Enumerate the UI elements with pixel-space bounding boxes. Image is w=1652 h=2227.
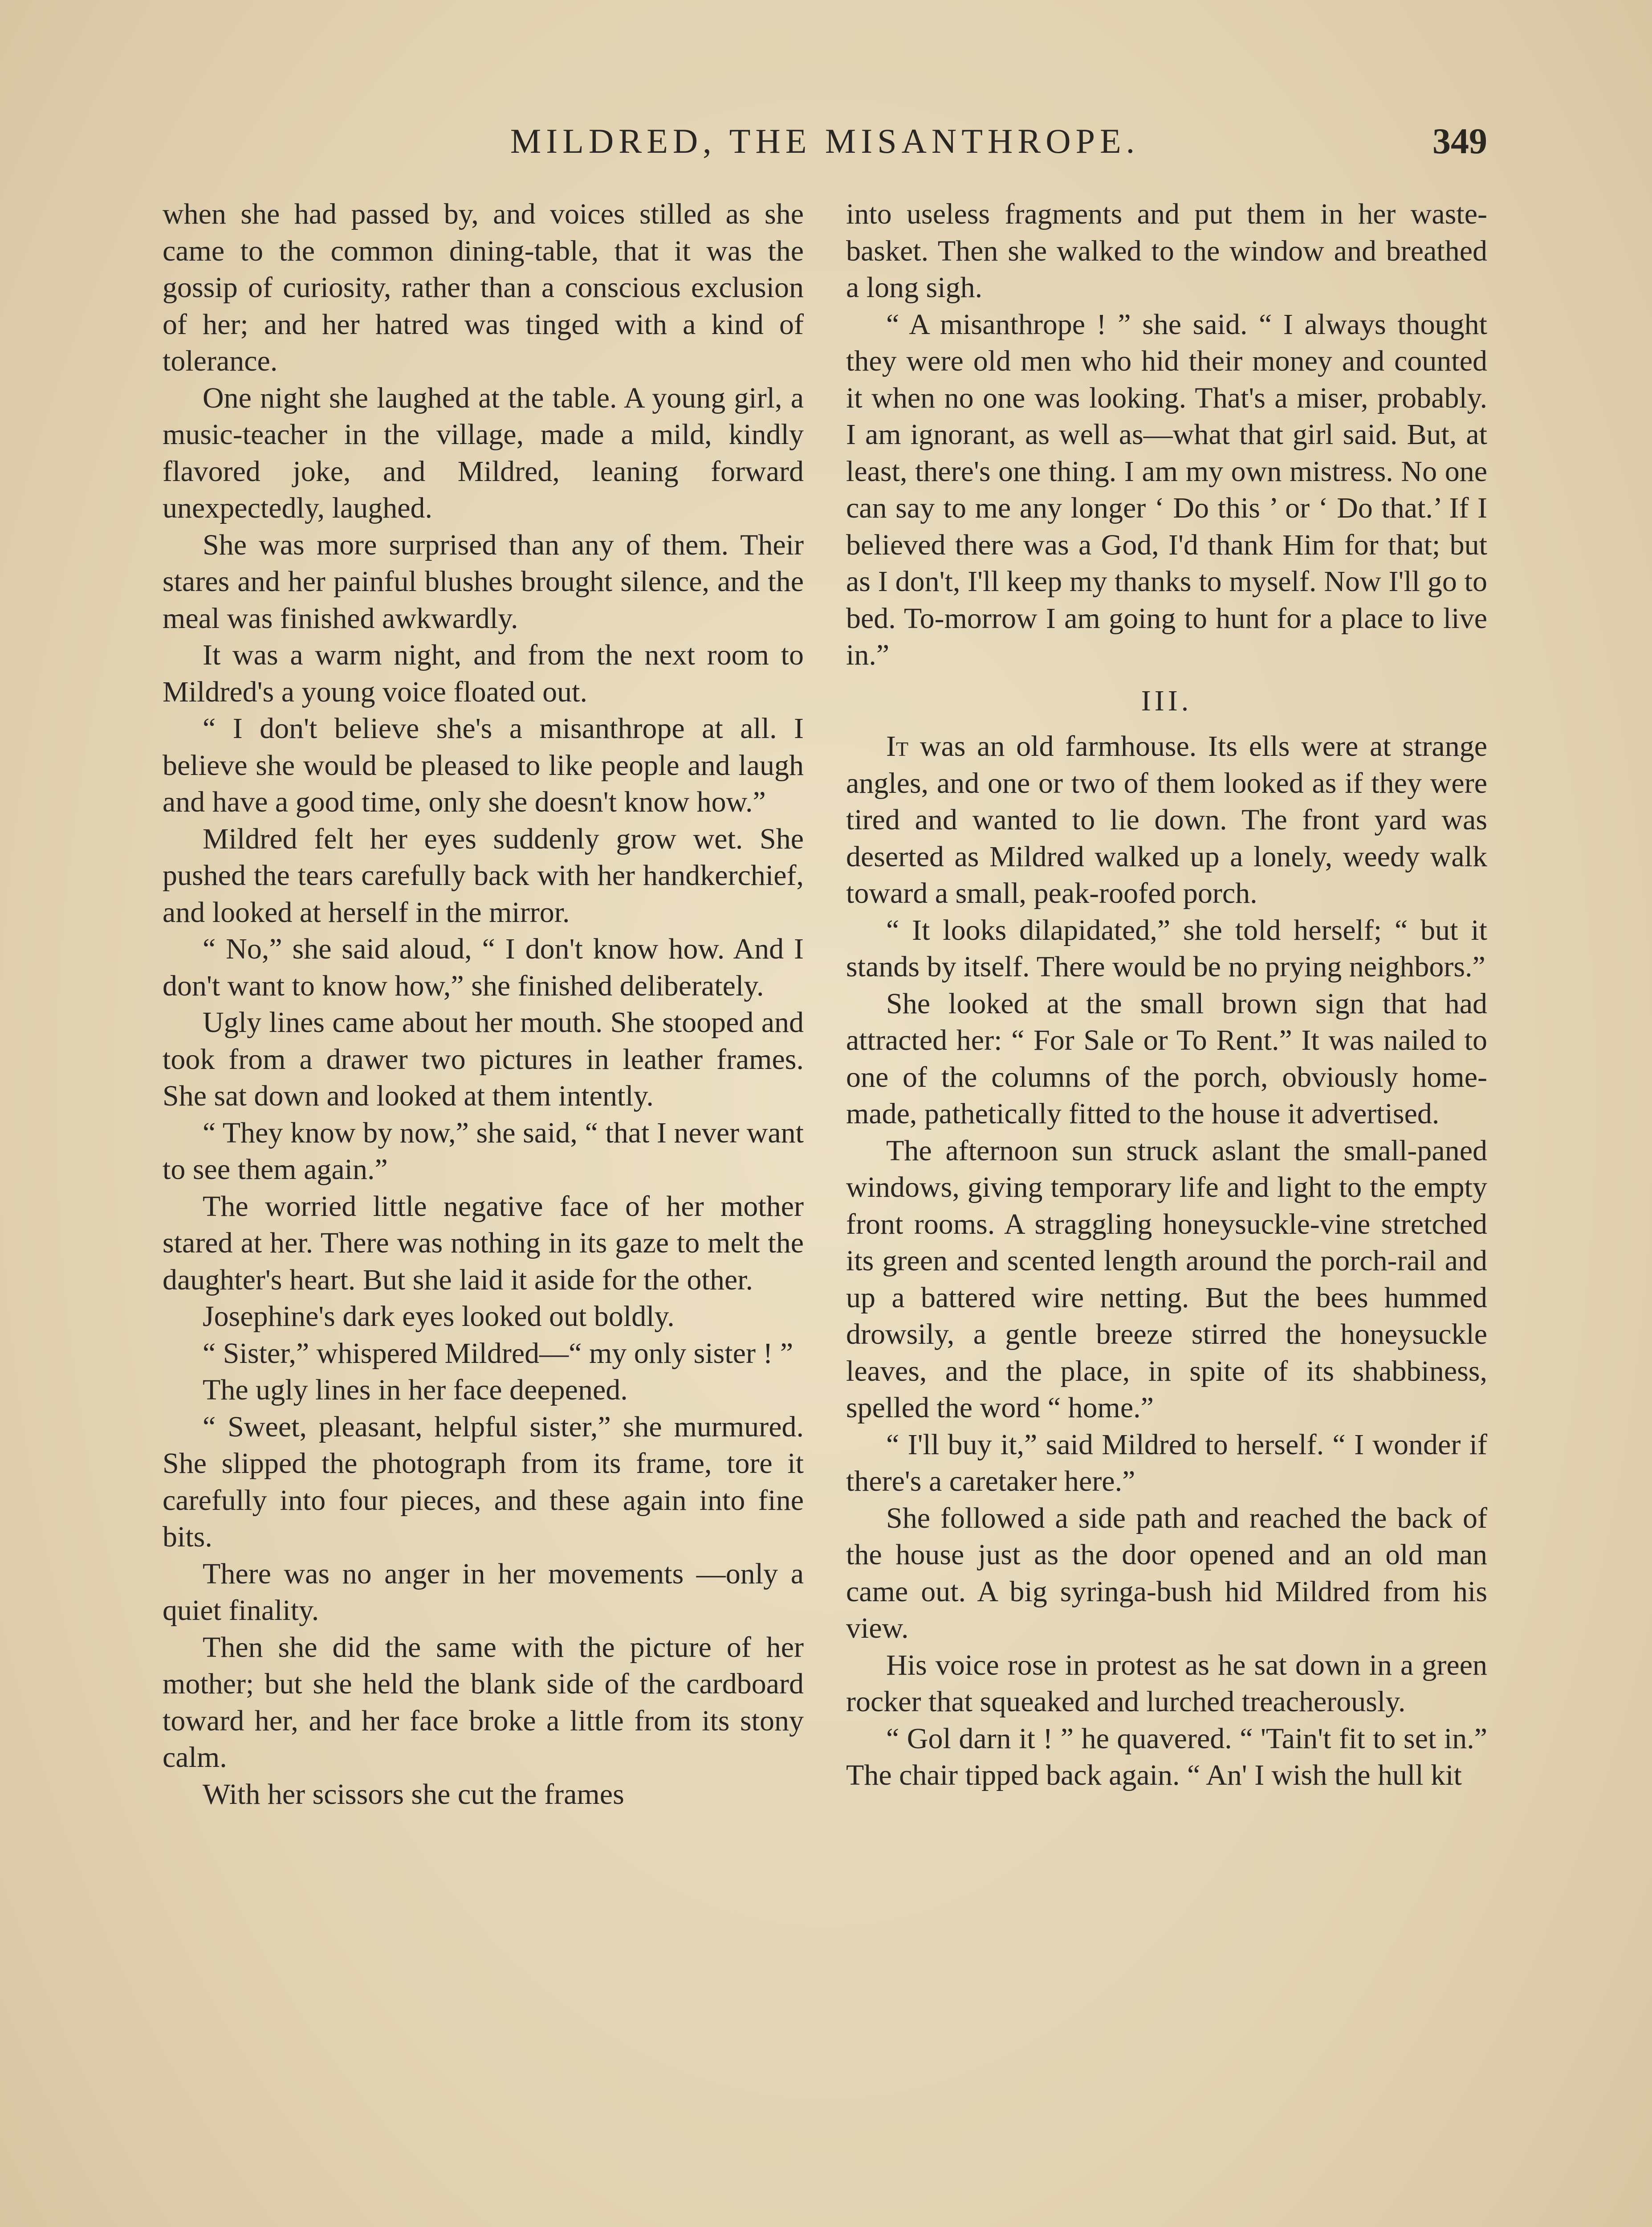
paragraph: “ It looks dilapidated,” she told herself; “ but it stands by itself. There would be no prying neighbors.”: [846, 914, 1487, 983]
paragraph: One night she laughed at the table. A young girl, a music-teacher in the village, made a mild, kindly flavored joke, and Mildred, leaning forward unexpectedly, laughed.: [163, 381, 804, 524]
paragraph: Josephine's dark eyes looked out boldly.: [203, 1300, 675, 1333]
paragraph: She was more surprised than any of them. Their stares and her painful blushes brought silence, and the meal was finished awkwardly.: [163, 528, 804, 635]
paragraph: The ugly lines in her face deepened.: [203, 1374, 628, 1406]
paragraph: She looked at the small brown sign that had attracted her: “ For Sale or To Rent.” It was nailed to one of the columns of the porch, obviously home-made, pathetically fitted to the house it advertised.: [846, 987, 1487, 1130]
paragraph: “ I'll buy it,” said Mildred to herself. “ I wonder if there's a caretaker here.”: [846, 1428, 1487, 1497]
paragraph: She followed a side path and reached the back of the house just as the door opened and an old man came out. A big syringa-bush hid Mildred from his view.: [846, 1501, 1487, 1644]
paragraph-text: was an old farmhouse. Its ells were at strange angles, and one or two of them looked as if they were tired and wanted to lie down. The front yard was deserted as Mildred walked up a lonely, weedy walk toward a small, peak-roofed porch.: [846, 730, 1487, 910]
paragraph: “ No,” she said aloud, “ I don't know how. And I don't want to know how,” she finished deliberately.: [163, 933, 804, 1002]
paragraph: “ Sweet, pleasant, helpful sister,” she murmured. She slipped the photograph from its frame, tore it carefully into four pieces, and these again into fine bits.: [163, 1410, 804, 1553]
page-header: [163, 117, 1487, 166]
section-heading: III.: [1141, 684, 1192, 717]
paragraph: “ Gol darn it ! ” he quavered. “ 'Tain't fit to set in.” The chair tipped back again. “ An' I wish the hull kit: [846, 1722, 1487, 1791]
running-head: MILDRED, THE MISANTHROPE.: [510, 122, 1140, 160]
right-column: [846, 196, 1487, 1794]
paragraph: Mildred felt her eyes suddenly grow wet. She pushed the tears carefully back with her handkerchief, and looked at herself in the mirror.: [163, 822, 804, 929]
paragraph: It was a warm night, and from the next room to Mildred's a young voice floated out.: [163, 639, 804, 708]
paragraph: There was no anger in her movements —only a quiet finality.: [163, 1557, 804, 1627]
paragraph: “ Sister,” whispered Mildred—“ my only sister ! ”: [203, 1337, 793, 1370]
page-number: 349: [1432, 121, 1487, 161]
paragraph: “ A misanthrope ! ” she said. “ I always thought they were old men who hid their money and counted it when no one was looking. That's a miser, probably. I am ignorant, as well as—what that girl said. But, at least, there's one thing. I am my own mistress. No one can say to me any longer ‘ Do this ’ or ‘ Do that.’ If I believed there was a God, I'd thank Him for that; but as I don't, I'll keep my thanks to myself. Now I'll go to bed. To-morrow I am going to hunt for a place to live in.”: [846, 308, 1487, 671]
paragraph: The worried little negative face of her mother stared at her. There was nothing in its gaze to melt the daughter's heart. But she laid it aside for the other.: [163, 1190, 804, 1296]
paragraph: Then she did the same with the picture of her mother; but she held the blank side of the cardboard toward her, and her face broke a little from its stony calm.: [163, 1631, 804, 1774]
paragraph: “ They know by now,” she said, “ that I never want to see them again.”: [163, 1116, 804, 1186]
paragraph: The afternoon sun struck aslant the small-paned windows, giving temporary life and light to the empty front rooms. A straggling honeysuckle-vine stretched its green and scented length around the porch-rail and up a battered wire netting. But the bees hummed drowsily, a gentle breeze stirred the honeysuckle leaves, and the place, in spite of its shabbiness, spelled the word “ home.”: [846, 1134, 1487, 1424]
paragraph: into useless fragments and put them in her waste-basket. Then she walked to the window and breathed a long sigh.: [846, 198, 1487, 304]
paragraph: With her scissors she cut the frames: [203, 1778, 624, 1811]
paragraph: “ I don't believe she's a misanthrope at all. I believe she would be pleased to like people and laugh and have a good time, only she doesn't know how.”: [163, 712, 804, 818]
left-column: [163, 196, 804, 1813]
paragraph: when she had passed by, and voices stilled as she came to the common dining-table, that it was the gossip of curiosity, rather than a conscious exclusion of her; and her hatred was tinged with a kind of tolerance.: [163, 198, 804, 377]
paragraph: His voice rose in protest as he sat down in a green rocker that squeaked and lurched treacherously.: [846, 1648, 1487, 1718]
paragraph: Ugly lines came about her mouth. She stooped and took from a drawer two pictures in leather frames. She sat down and looked at them intently.: [163, 1006, 804, 1112]
section-opening-word: It: [886, 730, 909, 763]
paragraph: [846, 728, 1487, 912]
